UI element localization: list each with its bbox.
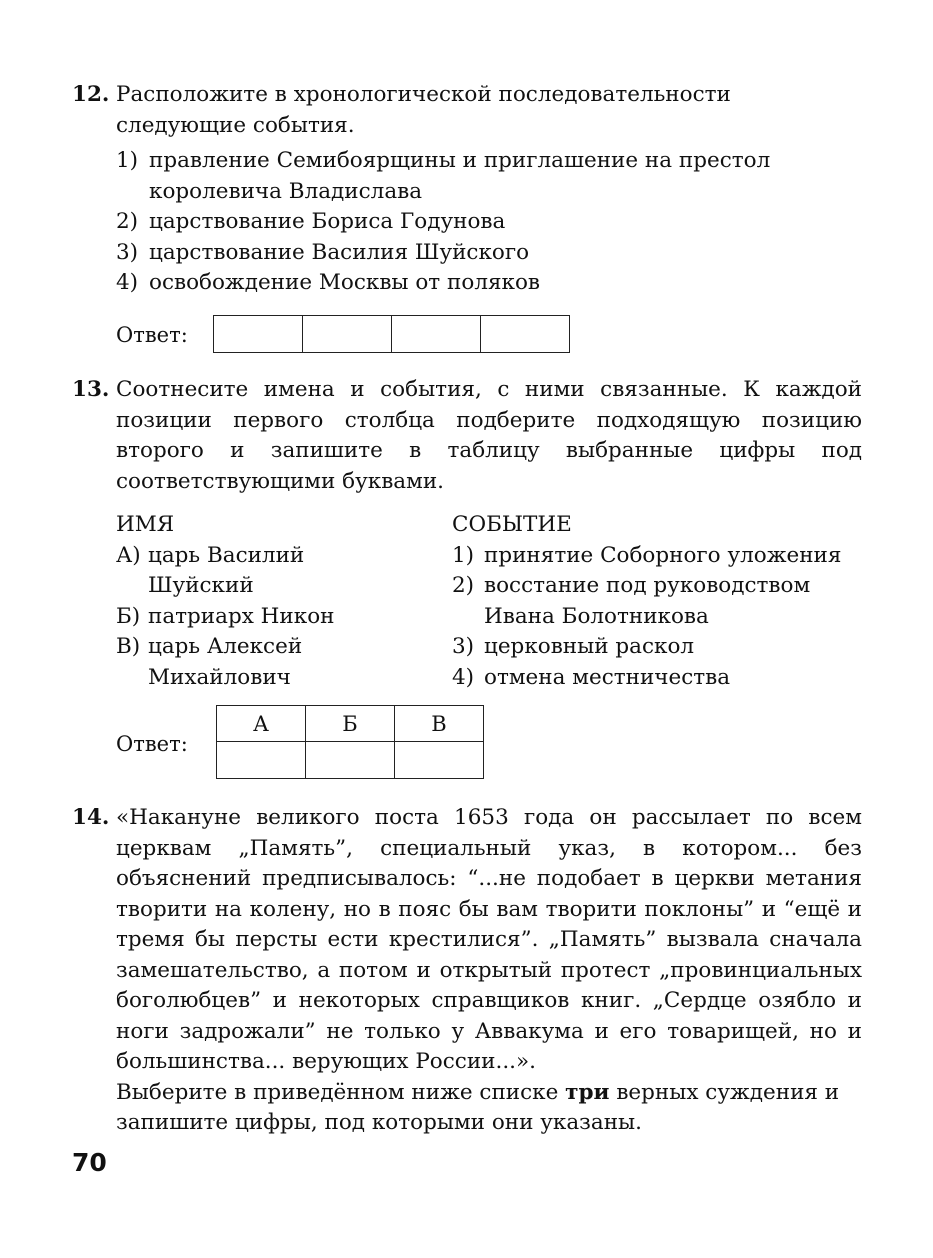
answer-cell[interactable] [481, 316, 570, 353]
quote-text: «Накануне великого поста 1653 года он рассылает по всем церквам „Память”, специальный указ, в котором... без объяснений предписывалось: “...не подобает в церкви метания творити на колену, но в пояс бы вам творити поклоны” и “ещё и тремя бы персты ести крестилися”. „Память” вызвала сначала замешательство, а потом и открытый протест „провинциальных боголюбцев” и некоторых справщиков книг. „Сердце озябло и ноги задрожали” не только у Аввакума и его товарищей, но и большинства... верующих России...». [116, 805, 862, 1074]
option-item: 1) правление Семибоярщины и приглашение на престол королевича Владислава [116, 148, 771, 204]
page-number: 70 [72, 1148, 107, 1177]
options-list [116, 146, 862, 299]
event-item: 4) отмена местничества [452, 664, 731, 690]
answer-label: Ответ: [116, 323, 188, 347]
answer-cell[interactable] [303, 316, 392, 353]
name-item: А) царь Василий Шуйский [116, 542, 305, 598]
answer-grid-q12 [213, 315, 570, 353]
column-letter: Б [306, 706, 395, 742]
column-header: ИМЯ [116, 512, 175, 537]
answer-cell[interactable] [217, 742, 306, 779]
answer-cell[interactable] [306, 742, 395, 779]
event-item: 3) церковный раскол [452, 634, 695, 659]
column-header: СОБЫТИЕ [452, 512, 572, 537]
answer-grid-q13 [216, 705, 484, 779]
answer-label: Ответ: [116, 732, 188, 756]
option-item: 4) освобождение Москвы от поляков [116, 270, 541, 295]
question-number: 13. [72, 377, 110, 402]
option-item: 2) царствование Бориса Годунова [116, 209, 506, 234]
question-13 [72, 375, 862, 497]
answer-cell[interactable] [395, 742, 484, 779]
name-item: В) царь Алексей Михайлович [116, 634, 303, 690]
question-number: 14. [72, 805, 110, 830]
column-letter: В [395, 706, 484, 742]
event-item: 2) восстание под руководством Ивана Болотникова [452, 573, 811, 629]
matching-columns [116, 510, 856, 690]
names-column [116, 510, 334, 693]
instruction-text: Выберите в приведённом ниже списке три верных суждения и запишите цифры, под которыми они указаны. [116, 1079, 840, 1135]
question-number: 12. [72, 82, 110, 107]
emphasis-three: три [565, 1079, 610, 1105]
question-text: Расположите в хронологической последовательности следующие события. [116, 82, 731, 138]
events-column [452, 510, 841, 693]
event-item: 1) принятие Соборного уложения [452, 542, 842, 568]
question-text: Соотнесите имена и события, с ними связанные. К каждой позиции первого столбца подберите подходящую позицию второго и запишите в таблицу выбранные цифры под соответствующими буквами. [116, 377, 862, 494]
column-letter: А [217, 706, 306, 742]
question-14 [72, 803, 862, 1139]
answer-cell[interactable] [392, 316, 481, 353]
name-item: Б) патриарх Никон [116, 603, 335, 629]
answer-cell[interactable] [214, 316, 303, 353]
option-item: 3) царствование Василия Шуйского [116, 239, 530, 265]
question-12 [72, 80, 862, 299]
